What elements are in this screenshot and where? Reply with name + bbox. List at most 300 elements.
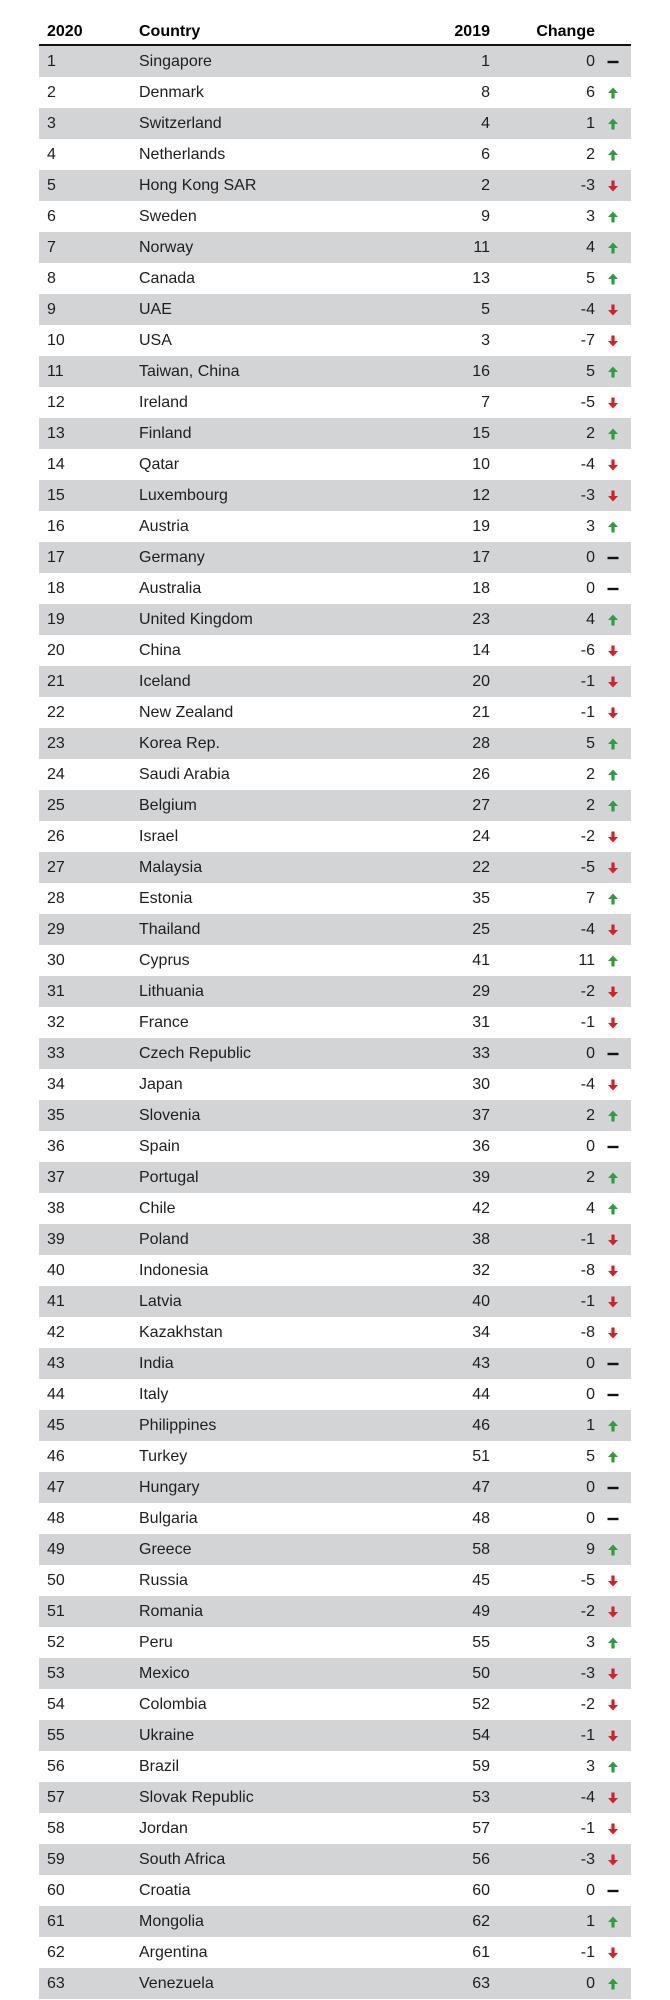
country-cell: Croatia: [139, 1881, 191, 1899]
same-icon: [595, 1140, 631, 1154]
country-cell: Hungary: [139, 1478, 200, 1496]
rank-2019-cell: 26: [472, 765, 490, 783]
change-cell: 11: [578, 951, 595, 969]
up-arrow-icon: [595, 210, 631, 224]
rank-2019-cell: 41: [472, 951, 490, 969]
rank-2020-cell: 39: [47, 1230, 65, 1248]
country-cell: China: [139, 641, 181, 659]
down-arrow-icon: [595, 706, 631, 720]
table-row: [39, 914, 631, 945]
up-arrow-icon: [595, 272, 631, 286]
table-row: [39, 1658, 631, 1689]
rank-2019-cell: 12: [472, 486, 490, 504]
rank-2019-cell: 20: [472, 672, 490, 690]
country-cell: Denmark: [139, 83, 204, 101]
country-cell: Indonesia: [139, 1261, 209, 1279]
rank-2020-cell: 46: [47, 1447, 65, 1465]
rank-2020-cell: 61: [47, 1912, 65, 1930]
country-cell: South Africa: [139, 1850, 226, 1868]
rank-2019-cell: 59: [472, 1757, 490, 1775]
rank-2019-cell: 19: [472, 517, 490, 535]
table-row: [39, 1906, 631, 1937]
table-row: [39, 1627, 631, 1658]
change-cell: 2: [586, 1106, 595, 1124]
table-row: [39, 108, 631, 139]
change-cell: -2: [580, 982, 595, 1000]
country-cell: Canada: [139, 269, 196, 287]
rank-2020-cell: 6: [47, 207, 56, 225]
down-arrow-icon: [595, 830, 631, 844]
country-cell: Latvia: [139, 1292, 182, 1310]
change-cell: -8: [580, 1261, 595, 1279]
table-row: [39, 356, 631, 387]
change-cell: -1: [580, 1230, 595, 1248]
same-icon: [595, 1047, 631, 1061]
down-arrow-icon: [595, 396, 631, 410]
country-cell: Mexico: [139, 1664, 190, 1682]
change-cell: 9: [586, 1540, 595, 1558]
rank-2019-cell: 45: [472, 1571, 490, 1589]
change-cell: -3: [580, 1664, 595, 1682]
down-arrow-icon: [595, 1264, 631, 1278]
change-cell: 0: [586, 1137, 595, 1155]
change-cell: -3: [580, 176, 595, 194]
rank-2020-cell: 22: [47, 703, 65, 721]
country-cell: Russia: [139, 1571, 188, 1589]
change-cell: -4: [580, 1075, 595, 1093]
rank-2020-cell: 4: [47, 145, 56, 163]
change-cell: 3: [586, 1757, 595, 1775]
rank-2019-cell: 22: [472, 858, 490, 876]
rank-2020-cell: 58: [47, 1819, 65, 1837]
up-arrow-icon: [595, 1636, 631, 1650]
table-row: [39, 1875, 631, 1906]
change-cell: -4: [580, 920, 595, 938]
rank-2020-cell: 21: [47, 672, 65, 690]
same-icon: [595, 1388, 631, 1402]
table-row: [39, 666, 631, 697]
change-cell: -4: [580, 455, 595, 473]
rank-2020-cell: 31: [47, 982, 65, 1000]
change-cell: -1: [580, 672, 595, 690]
rank-2020-cell: 60: [47, 1881, 65, 1899]
table-row: [39, 1596, 631, 1627]
country-cell: Estonia: [139, 889, 193, 907]
rank-2019-cell: 57: [472, 1819, 490, 1837]
country-cell: Norway: [139, 238, 194, 256]
rank-2020-cell: 16: [47, 517, 65, 535]
change-cell: 0: [586, 1509, 595, 1527]
table-row: [39, 1348, 631, 1379]
table-row: [39, 945, 631, 976]
down-arrow-icon: [595, 1667, 631, 1681]
rank-2020-cell: 15: [47, 486, 65, 504]
rank-2020-cell: 59: [47, 1850, 65, 1868]
rank-2020-cell: 54: [47, 1695, 65, 1713]
rank-2020-cell: 30: [47, 951, 65, 969]
country-cell: Lithuania: [139, 982, 204, 1000]
rank-2020-cell: 44: [47, 1385, 65, 1403]
rank-2019-cell: 39: [472, 1168, 490, 1186]
table-row: [39, 1038, 631, 1069]
rank-2019-cell: 58: [472, 1540, 490, 1558]
change-cell: -1: [580, 1013, 595, 1031]
change-cell: 6: [586, 83, 595, 101]
rank-2019-cell: 52: [472, 1695, 490, 1713]
country-cell: Venezuela: [139, 1974, 214, 1992]
table-row: [39, 728, 631, 759]
header-rank-2019: 2019: [454, 23, 490, 40]
rank-2019-cell: 55: [472, 1633, 490, 1651]
rank-2020-cell: 25: [47, 796, 65, 814]
country-cell: Korea Rep.: [139, 734, 220, 752]
country-cell: Bulgaria: [139, 1509, 198, 1527]
rank-2020-cell: 35: [47, 1106, 65, 1124]
table-body: [39, 46, 631, 1999]
down-arrow-icon: [595, 303, 631, 317]
rank-2020-cell: 42: [47, 1323, 65, 1341]
country-cell: Brazil: [139, 1757, 180, 1775]
country-cell: Qatar: [139, 455, 180, 473]
same-icon: [595, 1512, 631, 1526]
country-cell: Israel: [139, 827, 179, 845]
rank-2019-cell: 15: [472, 424, 490, 442]
country-cell: Colombia: [139, 1695, 207, 1713]
rank-2020-cell: 32: [47, 1013, 65, 1031]
rank-2020-cell: 51: [47, 1602, 65, 1620]
rank-2020-cell: 62: [47, 1943, 65, 1961]
header-change: Change: [536, 23, 595, 40]
change-cell: 1: [586, 1416, 595, 1434]
rank-2019-cell: 3: [481, 331, 490, 349]
up-arrow-icon: [595, 86, 631, 100]
rank-2019-cell: 49: [472, 1602, 490, 1620]
rank-2019-cell: 5: [481, 300, 490, 318]
down-arrow-icon: [595, 1822, 631, 1836]
rank-2020-cell: 14: [47, 455, 65, 473]
down-arrow-icon: [595, 458, 631, 472]
change-cell: 0: [586, 1385, 595, 1403]
rank-2019-cell: 9: [481, 207, 490, 225]
rank-2020-cell: 47: [47, 1478, 65, 1496]
same-icon: [595, 1357, 631, 1371]
rank-2019-cell: 50: [472, 1664, 490, 1682]
country-cell: Japan: [139, 1075, 183, 1093]
change-cell: 4: [586, 610, 595, 628]
table-row: [39, 294, 631, 325]
header-rank-2020: 2020: [47, 23, 83, 40]
change-cell: 0: [586, 548, 595, 566]
country-cell: Austria: [139, 517, 189, 535]
table-row: [39, 1379, 631, 1410]
country-cell: Mongolia: [139, 1912, 204, 1930]
down-arrow-icon: [595, 1729, 631, 1743]
rank-2020-cell: 12: [47, 393, 65, 411]
table-row: [39, 1441, 631, 1472]
up-arrow-icon: [595, 1419, 631, 1433]
change-cell: 5: [586, 734, 595, 752]
change-cell: 3: [586, 1633, 595, 1651]
down-arrow-icon: [595, 985, 631, 999]
country-cell: Netherlands: [139, 145, 226, 163]
up-arrow-icon: [595, 954, 631, 968]
rank-2019-cell: 13: [472, 269, 490, 287]
change-cell: -1: [580, 703, 595, 721]
rank-2019-cell: 48: [472, 1509, 490, 1527]
table-row: [39, 1286, 631, 1317]
change-cell: 5: [586, 362, 595, 380]
rank-2019-cell: 7: [481, 393, 490, 411]
country-cell: Jordan: [139, 1819, 188, 1837]
change-cell: -4: [580, 1788, 595, 1806]
table-row: [39, 1162, 631, 1193]
rank-2019-cell: 53: [472, 1788, 490, 1806]
country-cell: Peru: [139, 1633, 173, 1651]
up-arrow-icon: [595, 892, 631, 906]
rank-2020-cell: 24: [47, 765, 65, 783]
rank-2019-cell: 2: [481, 176, 490, 194]
country-cell: New Zealand: [139, 703, 234, 721]
rank-2020-cell: 56: [47, 1757, 65, 1775]
table-row: [39, 852, 631, 883]
country-cell: Philippines: [139, 1416, 217, 1434]
up-arrow-icon: [595, 1977, 631, 1991]
table-row: [39, 1968, 631, 1999]
country-cell: USA: [139, 331, 172, 349]
rank-2020-cell: 38: [47, 1199, 65, 1217]
country-cell: Taiwan, China: [139, 362, 240, 380]
change-cell: 0: [586, 579, 595, 597]
down-arrow-icon: [595, 1791, 631, 1805]
same-icon: [595, 551, 631, 565]
rank-2020-cell: 8: [47, 269, 56, 287]
country-cell: Kazakhstan: [139, 1323, 223, 1341]
change-cell: 0: [586, 1974, 595, 1992]
down-arrow-icon: [595, 1698, 631, 1712]
country-cell: Hong Kong SAR: [139, 176, 257, 194]
table-row: [39, 449, 631, 480]
rank-2019-cell: 21: [472, 703, 490, 721]
country-cell: Poland: [139, 1230, 189, 1248]
change-cell: 1: [586, 114, 595, 132]
rank-2020-cell: 50: [47, 1571, 65, 1589]
table-row: [39, 1410, 631, 1441]
country-cell: Cyprus: [139, 951, 190, 969]
country-cell: France: [139, 1013, 189, 1031]
table-row: [39, 139, 631, 170]
table-row: [39, 759, 631, 790]
rank-2020-cell: 20: [47, 641, 65, 659]
country-cell: Malaysia: [139, 858, 203, 876]
rank-2019-cell: 17: [472, 548, 490, 566]
country-cell: Thailand: [139, 920, 201, 938]
rank-2019-cell: 29: [472, 982, 490, 1000]
up-arrow-icon: [595, 613, 631, 627]
rank-2019-cell: 51: [472, 1447, 490, 1465]
down-arrow-icon: [595, 1946, 631, 1960]
table-row: [39, 883, 631, 914]
table-row: [39, 170, 631, 201]
rank-2019-cell: 33: [472, 1044, 490, 1062]
rank-2019-cell: 61: [472, 1943, 490, 1961]
country-cell: Greece: [139, 1540, 192, 1558]
down-arrow-icon: [595, 1605, 631, 1619]
country-cell: United Kingdom: [139, 610, 253, 628]
rank-2020-cell: 7: [47, 238, 56, 256]
rank-2020-cell: 37: [47, 1168, 65, 1186]
table-row: [39, 1255, 631, 1286]
rank-2019-cell: 43: [472, 1354, 490, 1372]
country-cell: Singapore: [139, 52, 212, 70]
rank-2019-cell: 27: [472, 796, 490, 814]
rank-2020-cell: 43: [47, 1354, 65, 1372]
rank-2020-cell: 63: [47, 1974, 65, 1992]
rank-2020-cell: 28: [47, 889, 65, 907]
table-row: [39, 263, 631, 294]
country-cell: Finland: [139, 424, 192, 442]
country-cell: Belgium: [139, 796, 197, 814]
country-cell: Luxembourg: [139, 486, 228, 504]
up-arrow-icon: [595, 1760, 631, 1774]
change-cell: 1: [586, 1912, 595, 1930]
down-arrow-icon: [595, 1233, 631, 1247]
table-row: [39, 1503, 631, 1534]
change-cell: 5: [586, 1447, 595, 1465]
rank-2020-cell: 40: [47, 1261, 65, 1279]
change-cell: -2: [580, 827, 595, 845]
country-cell: Slovak Republic: [139, 1788, 254, 1806]
rank-2019-cell: 1: [481, 52, 490, 70]
country-cell: Spain: [139, 1137, 180, 1155]
down-arrow-icon: [595, 1078, 631, 1092]
rank-2020-cell: 13: [47, 424, 65, 442]
country-cell: Ukraine: [139, 1726, 195, 1744]
change-cell: -3: [580, 1850, 595, 1868]
rank-2020-cell: 18: [47, 579, 65, 597]
table-row: [39, 1131, 631, 1162]
down-arrow-icon: [595, 179, 631, 193]
rank-2019-cell: 34: [472, 1323, 490, 1341]
change-cell: 0: [586, 52, 595, 70]
rank-2020-cell: 1: [47, 52, 56, 70]
ranking-table: [39, 0, 631, 1999]
rank-2020-cell: 57: [47, 1788, 65, 1806]
rank-2019-cell: 35: [472, 889, 490, 907]
rank-2019-cell: 23: [472, 610, 490, 628]
rank-2019-cell: 28: [472, 734, 490, 752]
country-cell: India: [139, 1354, 174, 1372]
down-arrow-icon: [595, 489, 631, 503]
change-cell: -2: [580, 1695, 595, 1713]
rank-2019-cell: 10: [472, 455, 490, 473]
country-cell: Ireland: [139, 393, 188, 411]
table-row: [39, 1782, 631, 1813]
rank-2020-cell: 11: [47, 362, 64, 380]
rank-2020-cell: 3: [47, 114, 56, 132]
table-row: [39, 1069, 631, 1100]
change-cell: 2: [586, 765, 595, 783]
rank-2019-cell: 18: [472, 579, 490, 597]
table-row: [39, 1007, 631, 1038]
rank-2020-cell: 23: [47, 734, 65, 752]
table-row: [39, 1565, 631, 1596]
change-cell: 2: [586, 424, 595, 442]
rank-2020-cell: 41: [47, 1292, 65, 1310]
rank-2020-cell: 5: [47, 176, 56, 194]
change-cell: 2: [586, 796, 595, 814]
rank-2019-cell: 46: [472, 1416, 490, 1434]
country-cell: Slovenia: [139, 1106, 201, 1124]
table-row: [39, 480, 631, 511]
up-arrow-icon: [595, 117, 631, 131]
down-arrow-icon: [595, 923, 631, 937]
rank-2020-cell: 34: [47, 1075, 65, 1093]
same-icon: [595, 1481, 631, 1495]
table-row: [39, 1689, 631, 1720]
rank-2019-cell: 32: [472, 1261, 490, 1279]
table-row: [39, 1813, 631, 1844]
table-row: [39, 1937, 631, 1968]
down-arrow-icon: [595, 1574, 631, 1588]
change-cell: -4: [580, 300, 595, 318]
country-cell: Switzerland: [139, 114, 222, 132]
country-cell: Romania: [139, 1602, 204, 1620]
table-row: [39, 1751, 631, 1782]
table-row: [39, 77, 631, 108]
table-row: [39, 387, 631, 418]
rank-2020-cell: 27: [47, 858, 65, 876]
up-arrow-icon: [595, 1450, 631, 1464]
rank-2019-cell: 4: [481, 114, 490, 132]
table-row: [39, 1224, 631, 1255]
change-cell: 5: [586, 269, 595, 287]
change-cell: 3: [586, 207, 595, 225]
table-row: [39, 604, 631, 635]
rank-2019-cell: 62: [472, 1912, 490, 1930]
same-icon: [595, 55, 631, 69]
rank-2020-cell: 48: [47, 1509, 65, 1527]
rank-2019-cell: 30: [472, 1075, 490, 1093]
rank-2019-cell: 16: [472, 362, 490, 380]
change-cell: 4: [586, 1199, 595, 1217]
rank-2019-cell: 44: [472, 1385, 490, 1403]
table-row: [39, 1534, 631, 1565]
country-cell: Italy: [139, 1385, 169, 1403]
rank-2019-cell: 8: [481, 83, 490, 101]
header-country: Country: [139, 23, 201, 40]
change-cell: -7: [580, 331, 595, 349]
change-cell: 7: [586, 889, 595, 907]
table-row: [39, 1100, 631, 1131]
rank-2019-cell: 37: [472, 1106, 490, 1124]
rank-2020-cell: 55: [47, 1726, 65, 1744]
up-arrow-icon: [595, 427, 631, 441]
change-cell: 0: [586, 1881, 595, 1899]
rank-2019-cell: 25: [472, 920, 490, 938]
table-row: [39, 635, 631, 666]
table-row: [39, 1844, 631, 1875]
country-cell: Turkey: [139, 1447, 188, 1465]
down-arrow-icon: [595, 1295, 631, 1309]
table-header: [39, 0, 631, 46]
country-cell: Sweden: [139, 207, 197, 225]
rank-2020-cell: 26: [47, 827, 65, 845]
change-cell: 2: [586, 1168, 595, 1186]
up-arrow-icon: [595, 365, 631, 379]
table-row: [39, 1720, 631, 1751]
change-cell: 0: [586, 1478, 595, 1496]
change-cell: 4: [586, 238, 595, 256]
